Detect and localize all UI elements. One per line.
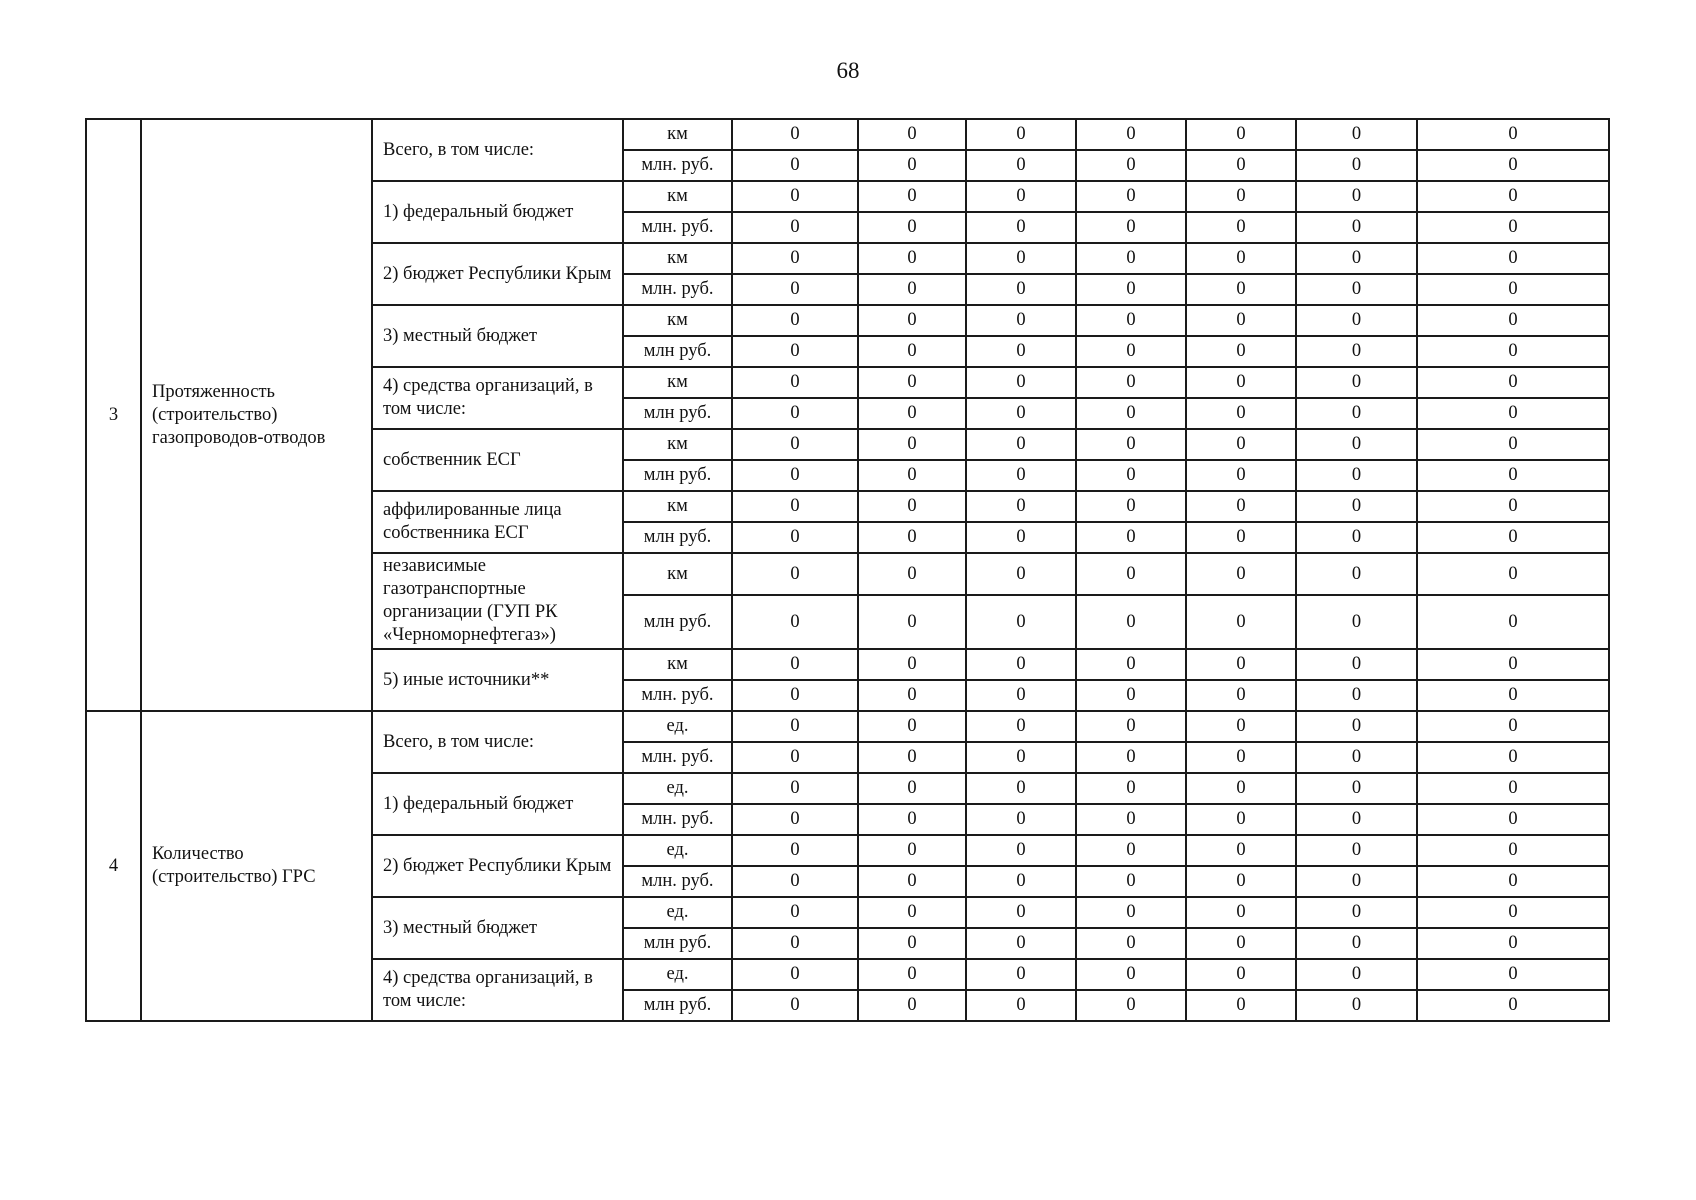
- value-cell: 0: [1076, 990, 1186, 1021]
- unit-cell: млн руб.: [623, 990, 732, 1021]
- value-cell: 0: [1296, 804, 1417, 835]
- value-cell: 0: [1296, 491, 1417, 522]
- value-cell: 0: [1076, 835, 1186, 866]
- value-cell: 0: [732, 367, 858, 398]
- value-cell: 0: [858, 595, 966, 649]
- value-cell: 0: [858, 897, 966, 928]
- value-cell: 0: [858, 522, 966, 553]
- value-cell: 0: [858, 649, 966, 680]
- funding-source-label: Всего, в том числе:: [372, 119, 623, 181]
- value-cell: 0: [1076, 897, 1186, 928]
- value-cell: 0: [1186, 181, 1296, 212]
- value-cell: 0: [1076, 243, 1186, 274]
- value-cell: 0: [732, 649, 858, 680]
- value-cell: 0: [1186, 866, 1296, 897]
- unit-cell: ед.: [623, 959, 732, 990]
- value-cell: 0: [1076, 460, 1186, 491]
- value-cell: 0: [1186, 711, 1296, 742]
- value-cell: 0: [1076, 491, 1186, 522]
- value-cell: 0: [1186, 553, 1296, 595]
- value-cell: 0: [1417, 305, 1609, 336]
- value-cell: 0: [1417, 990, 1609, 1021]
- value-cell: 0: [966, 181, 1076, 212]
- value-cell: 0: [1186, 119, 1296, 150]
- unit-cell: км: [623, 305, 732, 336]
- value-cell: 0: [1417, 804, 1609, 835]
- value-cell: 0: [858, 804, 966, 835]
- value-cell: 0: [1186, 928, 1296, 959]
- value-cell: 0: [732, 897, 858, 928]
- funding-source-label: собственник ЕСГ: [372, 429, 623, 491]
- value-cell: 0: [1186, 398, 1296, 429]
- value-cell: 0: [1186, 305, 1296, 336]
- value-cell: 0: [1417, 680, 1609, 711]
- value-cell: 0: [1186, 649, 1296, 680]
- value-cell: 0: [1296, 274, 1417, 305]
- value-cell: 0: [966, 711, 1076, 742]
- value-cell: 0: [1186, 274, 1296, 305]
- value-cell: 0: [1186, 897, 1296, 928]
- value-cell: 0: [732, 181, 858, 212]
- value-cell: 0: [1186, 595, 1296, 649]
- value-cell: 0: [966, 959, 1076, 990]
- value-cell: 0: [1296, 460, 1417, 491]
- unit-cell: км: [623, 367, 732, 398]
- value-cell: 0: [966, 866, 1076, 897]
- value-cell: 0: [858, 711, 966, 742]
- value-cell: 0: [1186, 680, 1296, 711]
- value-cell: 0: [966, 243, 1076, 274]
- value-cell: 0: [1186, 336, 1296, 367]
- indicator-name: Количество (строительство) ГРС: [141, 711, 372, 1021]
- value-cell: 0: [1076, 398, 1186, 429]
- value-cell: 0: [966, 595, 1076, 649]
- value-cell: 0: [1076, 150, 1186, 181]
- funding-source-label: 4) средства организаций, в том числе:: [372, 959, 623, 1021]
- value-cell: 0: [858, 429, 966, 460]
- value-cell: 0: [1296, 429, 1417, 460]
- unit-cell: млн. руб.: [623, 150, 732, 181]
- value-cell: 0: [1076, 336, 1186, 367]
- value-cell: 0: [1186, 773, 1296, 804]
- value-cell: 0: [1186, 990, 1296, 1021]
- value-cell: 0: [732, 212, 858, 243]
- unit-cell: млн руб.: [623, 595, 732, 649]
- value-cell: 0: [732, 243, 858, 274]
- value-cell: 0: [1186, 804, 1296, 835]
- value-cell: 0: [1296, 305, 1417, 336]
- value-cell: 0: [732, 990, 858, 1021]
- value-cell: 0: [966, 742, 1076, 773]
- value-cell: 0: [858, 460, 966, 491]
- unit-cell: млн. руб.: [623, 274, 732, 305]
- value-cell: 0: [966, 429, 1076, 460]
- value-cell: 0: [1296, 336, 1417, 367]
- value-cell: 0: [966, 804, 1076, 835]
- value-cell: 0: [858, 959, 966, 990]
- unit-cell: млн. руб.: [623, 866, 732, 897]
- value-cell: 0: [1296, 711, 1417, 742]
- value-cell: 0: [1417, 595, 1609, 649]
- value-cell: 0: [1417, 866, 1609, 897]
- value-cell: 0: [1417, 835, 1609, 866]
- funding-source-label: 1) федеральный бюджет: [372, 773, 623, 835]
- value-cell: 0: [966, 928, 1076, 959]
- value-cell: 0: [732, 866, 858, 897]
- value-cell: 0: [1296, 553, 1417, 595]
- value-cell: 0: [732, 595, 858, 649]
- value-cell: 0: [732, 460, 858, 491]
- value-cell: 0: [966, 398, 1076, 429]
- value-cell: 0: [858, 336, 966, 367]
- value-cell: 0: [1417, 522, 1609, 553]
- data-table: [85, 118, 1610, 1022]
- page-number: 68: [836, 58, 860, 83]
- funding-source-label: 2) бюджет Республики Крым: [372, 835, 623, 897]
- value-cell: 0: [1186, 429, 1296, 460]
- table-row: [86, 119, 1609, 150]
- funding-source-label: 5) иные источники**: [372, 649, 623, 711]
- value-cell: 0: [1296, 181, 1417, 212]
- value-cell: 0: [966, 460, 1076, 491]
- value-cell: 0: [1186, 491, 1296, 522]
- value-cell: 0: [1076, 773, 1186, 804]
- value-cell: 0: [732, 711, 858, 742]
- value-cell: 0: [1296, 866, 1417, 897]
- value-cell: 0: [1296, 398, 1417, 429]
- value-cell: 0: [858, 274, 966, 305]
- value-cell: 0: [966, 367, 1076, 398]
- value-cell: 0: [858, 680, 966, 711]
- value-cell: 0: [732, 680, 858, 711]
- value-cell: 0: [1296, 897, 1417, 928]
- value-cell: 0: [1186, 367, 1296, 398]
- value-cell: 0: [1417, 742, 1609, 773]
- value-cell: 0: [1417, 429, 1609, 460]
- value-cell: 0: [858, 835, 966, 866]
- value-cell: 0: [1296, 959, 1417, 990]
- unit-cell: км: [623, 429, 732, 460]
- unit-cell: км: [623, 119, 732, 150]
- unit-cell: км: [623, 553, 732, 595]
- value-cell: 0: [1417, 243, 1609, 274]
- value-cell: 0: [1417, 212, 1609, 243]
- value-cell: 0: [1296, 119, 1417, 150]
- value-cell: 0: [966, 897, 1076, 928]
- value-cell: 0: [732, 119, 858, 150]
- value-cell: 0: [1296, 773, 1417, 804]
- unit-cell: млн руб.: [623, 460, 732, 491]
- value-cell: 0: [1186, 460, 1296, 491]
- funding-source-label: Всего, в том числе:: [372, 711, 623, 773]
- value-cell: 0: [966, 835, 1076, 866]
- unit-cell: ед.: [623, 711, 732, 742]
- value-cell: 0: [1417, 553, 1609, 595]
- value-cell: 0: [1186, 742, 1296, 773]
- value-cell: 0: [1076, 212, 1186, 243]
- value-cell: 0: [1296, 522, 1417, 553]
- value-cell: 0: [1417, 150, 1609, 181]
- value-cell: 0: [1076, 680, 1186, 711]
- value-cell: 0: [1417, 398, 1609, 429]
- value-cell: 0: [1186, 243, 1296, 274]
- value-cell: 0: [732, 742, 858, 773]
- value-cell: 0: [1296, 150, 1417, 181]
- value-cell: 0: [1296, 990, 1417, 1021]
- value-cell: 0: [858, 150, 966, 181]
- value-cell: 0: [858, 367, 966, 398]
- value-cell: 0: [1186, 212, 1296, 243]
- indicator-name: Протяженность (строительство) газопроводов-отводов: [141, 119, 372, 711]
- funding-source-label: 3) местный бюджет: [372, 897, 623, 959]
- value-cell: 0: [1076, 553, 1186, 595]
- value-cell: 0: [966, 649, 1076, 680]
- value-cell: 0: [732, 835, 858, 866]
- funding-source-label: аффилированные лица собственника ЕСГ: [372, 491, 623, 553]
- row-number: 3: [86, 119, 141, 711]
- row-number: 4: [86, 711, 141, 1021]
- value-cell: 0: [858, 398, 966, 429]
- unit-cell: млн руб.: [623, 928, 732, 959]
- value-cell: 0: [1417, 491, 1609, 522]
- value-cell: 0: [1417, 367, 1609, 398]
- value-cell: 0: [1076, 804, 1186, 835]
- value-cell: 0: [1186, 959, 1296, 990]
- value-cell: 0: [858, 212, 966, 243]
- value-cell: 0: [732, 773, 858, 804]
- value-cell: 0: [1417, 649, 1609, 680]
- value-cell: 0: [1296, 680, 1417, 711]
- value-cell: 0: [732, 336, 858, 367]
- value-cell: 0: [732, 274, 858, 305]
- value-cell: 0: [858, 491, 966, 522]
- unit-cell: млн. руб.: [623, 680, 732, 711]
- value-cell: 0: [1296, 649, 1417, 680]
- value-cell: 0: [1417, 897, 1609, 928]
- unit-cell: км: [623, 491, 732, 522]
- value-cell: 0: [1076, 866, 1186, 897]
- value-cell: 0: [966, 305, 1076, 336]
- unit-cell: ед.: [623, 835, 732, 866]
- unit-cell: км: [623, 649, 732, 680]
- value-cell: 0: [1076, 522, 1186, 553]
- funding-source-label: 3) местный бюджет: [372, 305, 623, 367]
- funding-source-label: 4) средства организаций, в том числе:: [372, 367, 623, 429]
- value-cell: 0: [1186, 150, 1296, 181]
- value-cell: 0: [1417, 928, 1609, 959]
- value-cell: 0: [966, 553, 1076, 595]
- value-cell: 0: [1076, 742, 1186, 773]
- value-cell: 0: [1186, 522, 1296, 553]
- value-cell: 0: [1076, 649, 1186, 680]
- value-cell: 0: [858, 305, 966, 336]
- value-cell: 0: [966, 522, 1076, 553]
- unit-cell: млн. руб.: [623, 212, 732, 243]
- value-cell: 0: [1076, 274, 1186, 305]
- value-cell: 0: [966, 680, 1076, 711]
- unit-cell: млн. руб.: [623, 742, 732, 773]
- value-cell: 0: [1076, 305, 1186, 336]
- value-cell: 0: [1417, 336, 1609, 367]
- value-cell: 0: [858, 866, 966, 897]
- value-cell: 0: [858, 928, 966, 959]
- value-cell: 0: [1076, 181, 1186, 212]
- value-cell: 0: [1417, 959, 1609, 990]
- value-cell: 0: [1296, 835, 1417, 866]
- unit-cell: млн руб.: [623, 522, 732, 553]
- value-cell: 0: [1076, 595, 1186, 649]
- value-cell: 0: [966, 119, 1076, 150]
- funding-source-label: независимые газотранспортные организации (ГУП РК «Черноморнефтегаз»): [372, 553, 623, 649]
- value-cell: 0: [732, 491, 858, 522]
- value-cell: 0: [1417, 119, 1609, 150]
- value-cell: 0: [1296, 742, 1417, 773]
- value-cell: 0: [732, 804, 858, 835]
- value-cell: 0: [1417, 711, 1609, 742]
- value-cell: 0: [966, 150, 1076, 181]
- value-cell: 0: [1186, 835, 1296, 866]
- unit-cell: ед.: [623, 773, 732, 804]
- value-cell: 0: [1076, 711, 1186, 742]
- value-cell: 0: [1296, 367, 1417, 398]
- value-cell: 0: [966, 491, 1076, 522]
- value-cell: 0: [858, 243, 966, 274]
- value-cell: 0: [1296, 212, 1417, 243]
- funding-source-label: 1) федеральный бюджет: [372, 181, 623, 243]
- value-cell: 0: [732, 429, 858, 460]
- value-cell: 0: [966, 336, 1076, 367]
- value-cell: 0: [858, 181, 966, 212]
- value-cell: 0: [1417, 773, 1609, 804]
- value-cell: 0: [1417, 460, 1609, 491]
- value-cell: 0: [732, 553, 858, 595]
- value-cell: 0: [1296, 243, 1417, 274]
- value-cell: 0: [858, 773, 966, 804]
- unit-cell: млн руб.: [623, 336, 732, 367]
- value-cell: 0: [966, 773, 1076, 804]
- value-cell: 0: [1296, 928, 1417, 959]
- value-cell: 0: [1076, 959, 1186, 990]
- value-cell: 0: [966, 212, 1076, 243]
- value-cell: 0: [732, 959, 858, 990]
- value-cell: 0: [1076, 429, 1186, 460]
- value-cell: 0: [732, 398, 858, 429]
- value-cell: 0: [966, 274, 1076, 305]
- value-cell: 0: [732, 150, 858, 181]
- value-cell: 0: [966, 990, 1076, 1021]
- unit-cell: км: [623, 181, 732, 212]
- value-cell: 0: [1417, 181, 1609, 212]
- funding-source-label: 2) бюджет Республики Крым: [372, 243, 623, 305]
- value-cell: 0: [732, 928, 858, 959]
- value-cell: 0: [858, 553, 966, 595]
- value-cell: 0: [1076, 928, 1186, 959]
- value-cell: 0: [732, 522, 858, 553]
- value-cell: 0: [732, 305, 858, 336]
- value-cell: 0: [858, 990, 966, 1021]
- value-cell: 0: [1076, 367, 1186, 398]
- unit-cell: ед.: [623, 897, 732, 928]
- value-cell: 0: [1417, 274, 1609, 305]
- value-cell: 0: [858, 742, 966, 773]
- table-row: [86, 711, 1609, 742]
- unit-cell: км: [623, 243, 732, 274]
- value-cell: 0: [1296, 595, 1417, 649]
- value-cell: 0: [1076, 119, 1186, 150]
- unit-cell: млн. руб.: [623, 804, 732, 835]
- unit-cell: млн руб.: [623, 398, 732, 429]
- value-cell: 0: [858, 119, 966, 150]
